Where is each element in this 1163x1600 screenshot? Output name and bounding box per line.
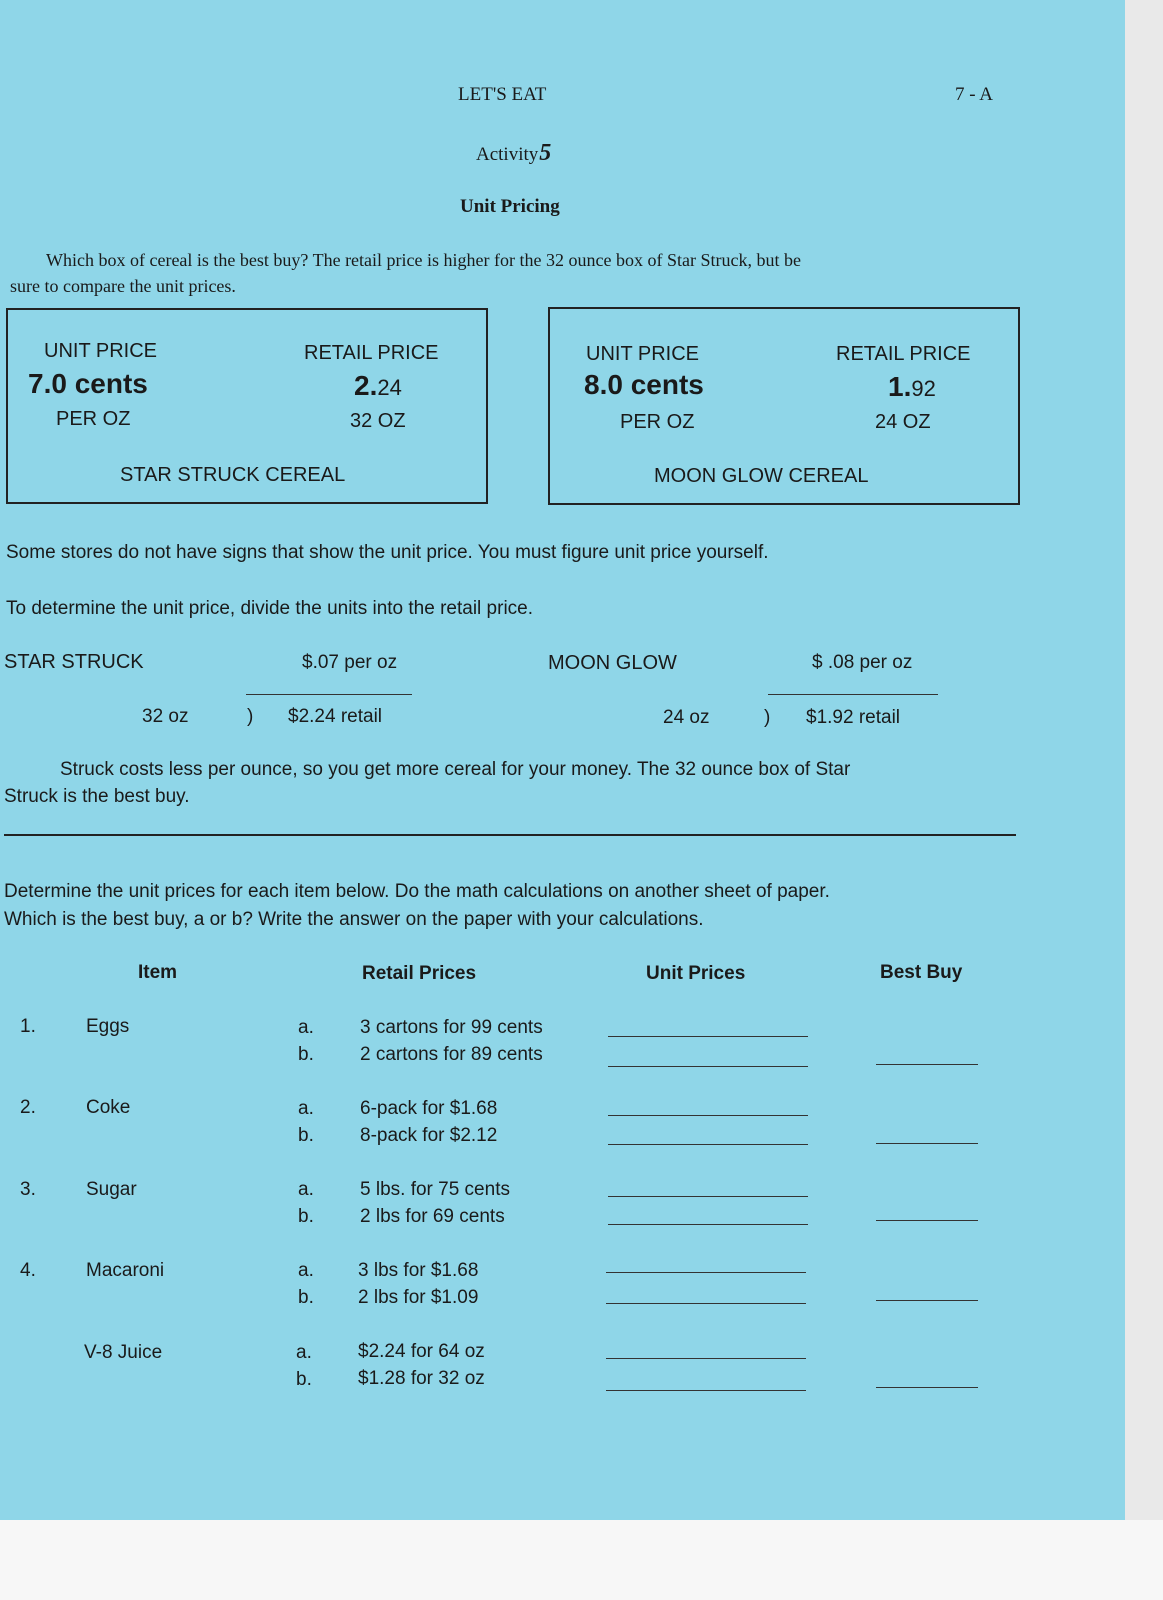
intro-line-1: Which box of cereal is the best buy? The retail price is higher for the 32 ounce box of Star Struck, but be — [46, 250, 801, 270]
unit-price-value: 8.0 cents — [584, 369, 704, 400]
instructions-line-2: Which is the best buy, a or b? Write the answer on the paper with your calculations. — [4, 909, 704, 930]
product-name: MOON GLOW CEREAL — [654, 465, 869, 487]
row-number: 1. — [20, 1016, 36, 1037]
division-name-star-struck: STAR STRUCK — [4, 651, 144, 673]
unit-price-answer-line[interactable] — [608, 1115, 808, 1116]
shelf-label-star-struck — [6, 308, 488, 504]
unit-price-answer-line[interactable] — [608, 1036, 808, 1037]
retail-dollars: 1. — [888, 371, 912, 402]
explanation-line-1: Some stores do not have signs that show the unit price. You must figure unit price yourself. — [6, 542, 769, 563]
division-bar — [768, 694, 938, 695]
retail-price-value — [354, 370, 402, 402]
division-bracket: ) — [247, 706, 254, 727]
option-a-label: a. — [298, 1017, 314, 1038]
row-item: Eggs — [86, 1016, 130, 1037]
best-buy-answer-line[interactable] — [876, 1387, 978, 1388]
division-quotient-moon-glow: $ .08 per oz — [812, 652, 913, 673]
option-b-label: b. — [298, 1044, 314, 1065]
option-a-label: a. — [298, 1179, 314, 1200]
unit-price-label: UNIT PRICE — [44, 340, 157, 362]
unit-price-label: UNIT PRICE — [586, 343, 699, 365]
unit-price-answer-line[interactable] — [606, 1303, 806, 1304]
option-b-price: 8-pack for $2.12 — [360, 1125, 498, 1146]
column-header-unit: Unit Prices — [646, 963, 746, 984]
option-b-price: $1.28 for 32 oz — [358, 1368, 485, 1389]
conclusion-line-1: Struck costs less per ounce, so you get more cereal for your money. The 32 ounce box of Star — [60, 759, 851, 780]
package-size: 32 OZ — [350, 410, 406, 432]
row-item: Sugar — [86, 1179, 137, 1200]
retail-cents: 24 — [377, 375, 402, 400]
column-header-best: Best Buy — [880, 962, 963, 983]
option-a-label: a. — [298, 1260, 314, 1281]
row-number: 4. — [20, 1260, 36, 1281]
subtitle: Unit Pricing — [460, 196, 560, 217]
shelf-label-moon-glow — [548, 307, 1020, 505]
division-dividend-star-struck: $2.24 retail — [288, 706, 383, 727]
unit-price-answer-line[interactable] — [606, 1358, 806, 1359]
row-number: 2. — [20, 1097, 36, 1118]
division-name-moon-glow: MOON GLOW — [548, 652, 677, 674]
option-a-price: $2.24 for 64 oz — [358, 1341, 485, 1362]
option-b-label: b. — [298, 1125, 314, 1146]
explanation-line-2: To determine the unit price, divide the units into the retail price. — [6, 598, 534, 619]
product-name: STAR STRUCK CEREAL — [120, 464, 346, 486]
unit-price-answer-line[interactable] — [606, 1390, 806, 1391]
activity-number: 5 — [539, 140, 552, 166]
division-divisor-star-struck: 32 oz — [142, 706, 189, 727]
option-b-price: 2 cartons for 89 cents — [360, 1044, 543, 1065]
option-b-label: b. — [298, 1287, 314, 1308]
row-number: 3. — [20, 1179, 36, 1200]
division-quotient-star-struck: $.07 per oz — [302, 652, 398, 673]
activity-label: Activity — [476, 144, 539, 165]
package-size: 24 OZ — [875, 411, 931, 433]
option-a-price: 6-pack for $1.68 — [360, 1098, 498, 1119]
unit-price-value: 7.0 cents — [28, 368, 148, 399]
unit-price-answer-line[interactable] — [608, 1066, 808, 1067]
best-buy-answer-line[interactable] — [876, 1220, 978, 1221]
option-b-price: 2 lbs for 69 cents — [360, 1206, 505, 1227]
division-bar — [246, 694, 412, 695]
per-oz-label: PER OZ — [620, 411, 695, 433]
division-dividend-moon-glow: $1.92 retail — [806, 707, 901, 728]
division-divisor-moon-glow: 24 oz — [663, 707, 710, 728]
conclusion-line-2: Struck is the best buy. — [4, 786, 190, 807]
page-edge — [1125, 0, 1163, 1520]
retail-cents: 92 — [911, 376, 936, 401]
column-header-retail: Retail Prices — [362, 963, 477, 984]
option-b-label: b. — [296, 1369, 312, 1390]
unit-price-answer-line[interactable] — [608, 1224, 808, 1225]
intro-line-2: sure to compare the unit prices. — [10, 276, 236, 296]
scan-margin — [0, 1520, 1163, 1600]
row-item: V-8 Juice — [84, 1342, 163, 1363]
unit-price-answer-line[interactable] — [608, 1144, 808, 1145]
activity-heading — [476, 140, 551, 167]
row-item: Macaroni — [86, 1260, 165, 1281]
instructions-line-1: Determine the unit prices for each item below. Do the math calculations on another sheet of paper. — [4, 881, 830, 902]
division-bracket: ) — [764, 707, 771, 728]
per-oz-label: PER OZ — [56, 408, 131, 430]
option-b-price: 2 lbs for $1.09 — [358, 1287, 479, 1308]
row-item: Coke — [86, 1097, 131, 1118]
page-number: 7 - A — [955, 84, 993, 105]
retail-price-label: RETAIL PRICE — [836, 343, 971, 365]
best-buy-answer-line[interactable] — [876, 1064, 978, 1065]
best-buy-answer-line[interactable] — [876, 1143, 978, 1144]
option-a-price: 3 cartons for 99 cents — [360, 1017, 543, 1038]
unit-price-answer-line[interactable] — [606, 1272, 806, 1273]
retail-dollars: 2. — [354, 370, 378, 401]
retail-price-value — [888, 371, 936, 403]
option-b-label: b. — [298, 1206, 314, 1227]
page-title: LET'S EAT — [458, 84, 547, 105]
option-a-label: a. — [296, 1342, 312, 1363]
best-buy-answer-line[interactable] — [876, 1300, 978, 1301]
section-divider — [4, 834, 1016, 836]
option-a-price: 5 lbs. for 75 cents — [360, 1179, 510, 1200]
option-a-price: 3 lbs for $1.68 — [358, 1260, 479, 1281]
unit-price-answer-line[interactable] — [608, 1196, 808, 1197]
retail-price-label: RETAIL PRICE — [304, 342, 439, 364]
option-a-label: a. — [298, 1098, 314, 1119]
column-header-item: Item — [138, 962, 178, 983]
